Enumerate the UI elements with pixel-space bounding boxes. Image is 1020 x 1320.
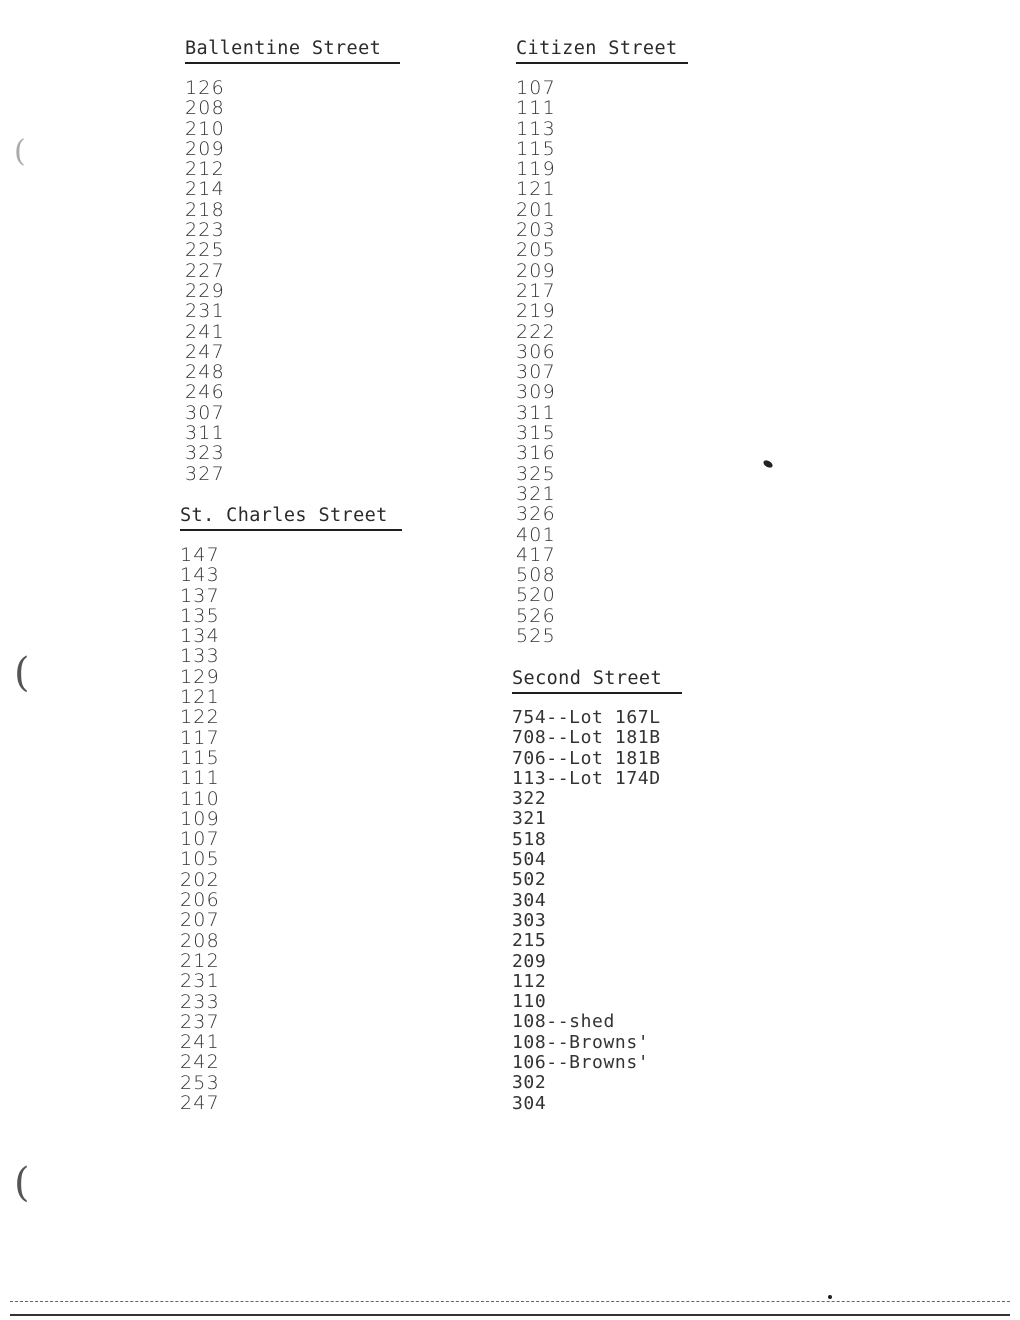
address-entry: 137 — [180, 584, 220, 607]
address-entry: 708--Lot 181B — [512, 727, 661, 749]
address-entry: 417 — [516, 543, 556, 566]
address-entry: 212 — [185, 158, 225, 181]
address-entry: 117 — [180, 726, 220, 749]
address-entry: 302 — [512, 1072, 547, 1094]
address-entry: 106--Browns' — [512, 1052, 650, 1074]
address-entry: 303 — [512, 909, 547, 931]
address-entry: 208 — [185, 97, 225, 120]
address-entry: 311 — [516, 401, 556, 424]
ballentine-street-heading: Ballentine Street — [185, 38, 400, 64]
address-entry: 325 — [516, 462, 556, 485]
address-entry: 233 — [180, 990, 220, 1013]
address-entry: 306 — [516, 340, 556, 363]
address-entry: 203 — [516, 219, 556, 242]
address-entry: 133 — [180, 645, 220, 668]
address-entry: 121 — [516, 178, 556, 201]
address-entry: 316 — [516, 442, 556, 465]
st-charles-street-heading: St. Charles Street — [180, 505, 402, 531]
address-entry: 307 — [185, 401, 225, 424]
address-entry: 247 — [180, 1092, 220, 1115]
ballentine-street-section — [185, 38, 400, 484]
address-entry: 518 — [512, 828, 547, 850]
address-entry: 241 — [185, 320, 225, 343]
address-entry: 304 — [512, 889, 547, 911]
address-entry: 111 — [180, 767, 220, 790]
address-entry: 231 — [185, 300, 225, 323]
address-entry: 520 — [516, 584, 556, 607]
address-entry: 108--Browns' — [512, 1031, 650, 1053]
footer-rule-dashed — [10, 1301, 1010, 1302]
address-entry: 209 — [185, 137, 225, 160]
address-entry: 321 — [516, 482, 556, 505]
address-entry: 215 — [512, 930, 547, 952]
address-entry: 210 — [185, 117, 225, 140]
address-entry: 242 — [180, 1051, 220, 1074]
address-entry: 321 — [512, 808, 547, 830]
second-street-section — [512, 668, 682, 1114]
address-entry: 237 — [180, 1010, 220, 1033]
second-street-heading: Second Street — [512, 668, 682, 694]
ballentine-street-list — [185, 78, 400, 484]
address-entry: 229 — [185, 279, 225, 302]
address-entry: 231 — [180, 970, 220, 993]
address-entry: 526 — [516, 604, 556, 627]
address-entry: 206 — [180, 889, 220, 912]
address-entry: 246 — [185, 381, 225, 404]
address-entry: 107 — [516, 77, 556, 99]
address-entry: 322 — [512, 788, 547, 810]
address-entry: 205 — [516, 239, 556, 262]
address-entry: 121 — [180, 686, 220, 709]
address-entry: 754--Lot 167L — [512, 707, 661, 728]
address-entry: 241 — [180, 1031, 220, 1054]
address-entry: 202 — [180, 868, 220, 891]
address-entry: 147 — [180, 544, 220, 566]
address-entry: 401 — [516, 523, 556, 546]
address-entry: 122 — [180, 706, 220, 729]
address-entry: 525 — [516, 625, 556, 648]
address-entry: 207 — [180, 909, 220, 932]
address-entry: 315 — [516, 422, 556, 445]
address-entry: 135 — [180, 604, 220, 627]
address-entry: 115 — [180, 746, 220, 769]
address-entry: 134 — [180, 625, 220, 648]
address-entry: 227 — [185, 259, 225, 282]
address-entry: 208 — [180, 929, 220, 952]
address-entry: 326 — [516, 503, 556, 526]
ink-speck — [762, 459, 774, 469]
address-entry: 223 — [185, 219, 225, 242]
address-entry: 327 — [185, 462, 225, 485]
address-entry: 248 — [185, 361, 225, 384]
citizen-street-section — [516, 38, 688, 646]
citizen-street-heading: Citizen Street — [516, 38, 688, 64]
address-entry: 218 — [185, 198, 225, 221]
address-entry: 323 — [185, 442, 225, 465]
address-entry: 247 — [185, 340, 225, 363]
address-entry: 209 — [516, 259, 556, 282]
ink-speck — [828, 1295, 832, 1299]
address-entry: 217 — [516, 279, 556, 302]
address-entry: 225 — [185, 239, 225, 262]
address-entry: 222 — [516, 320, 556, 343]
address-entry: 311 — [185, 422, 225, 445]
address-entry: 706--Lot 181B — [512, 747, 661, 769]
address-entry: 112 — [512, 970, 547, 992]
address-entry: 119 — [516, 158, 556, 181]
address-entry: 143 — [180, 564, 220, 587]
address-entry: 115 — [516, 137, 556, 160]
address-entry: 108--shed — [512, 1011, 615, 1033]
address-entry: 304 — [512, 1092, 547, 1114]
address-entry: 309 — [516, 381, 556, 404]
footer-rule-solid — [10, 1314, 1010, 1316]
address-entry: 504 — [512, 849, 547, 871]
address-entry: 307 — [516, 361, 556, 384]
address-entry: 113 — [516, 117, 556, 140]
address-entry: 109 — [180, 807, 220, 830]
address-entry: 219 — [516, 300, 556, 323]
address-entry: 214 — [185, 178, 225, 201]
address-entry: 107 — [180, 828, 220, 851]
second-street-list — [512, 708, 682, 1114]
st-charles-street-section — [180, 505, 402, 1113]
address-entry: 129 — [180, 665, 220, 688]
address-entry: 110 — [512, 991, 547, 1013]
address-entry: 110 — [180, 787, 220, 810]
address-entry: 502 — [512, 869, 547, 891]
citizen-street-list — [516, 78, 688, 646]
address-entry: 201 — [516, 198, 556, 221]
binder-hole-mark: ( — [14, 650, 30, 696]
address-entry: 111 — [516, 97, 556, 120]
address-entry: 113--Lot 174D — [512, 767, 661, 789]
address-entry: 253 — [180, 1071, 220, 1094]
address-entry: 126 — [185, 77, 225, 99]
address-entry: 212 — [180, 949, 220, 972]
st-charles-street-list — [180, 545, 402, 1113]
binder-hole-mark: ( — [14, 1160, 30, 1206]
address-entry: 508 — [516, 564, 556, 587]
address-entry: 105 — [180, 848, 220, 871]
binder-hole-mark: ( — [14, 134, 26, 169]
address-entry: 209 — [512, 950, 547, 972]
